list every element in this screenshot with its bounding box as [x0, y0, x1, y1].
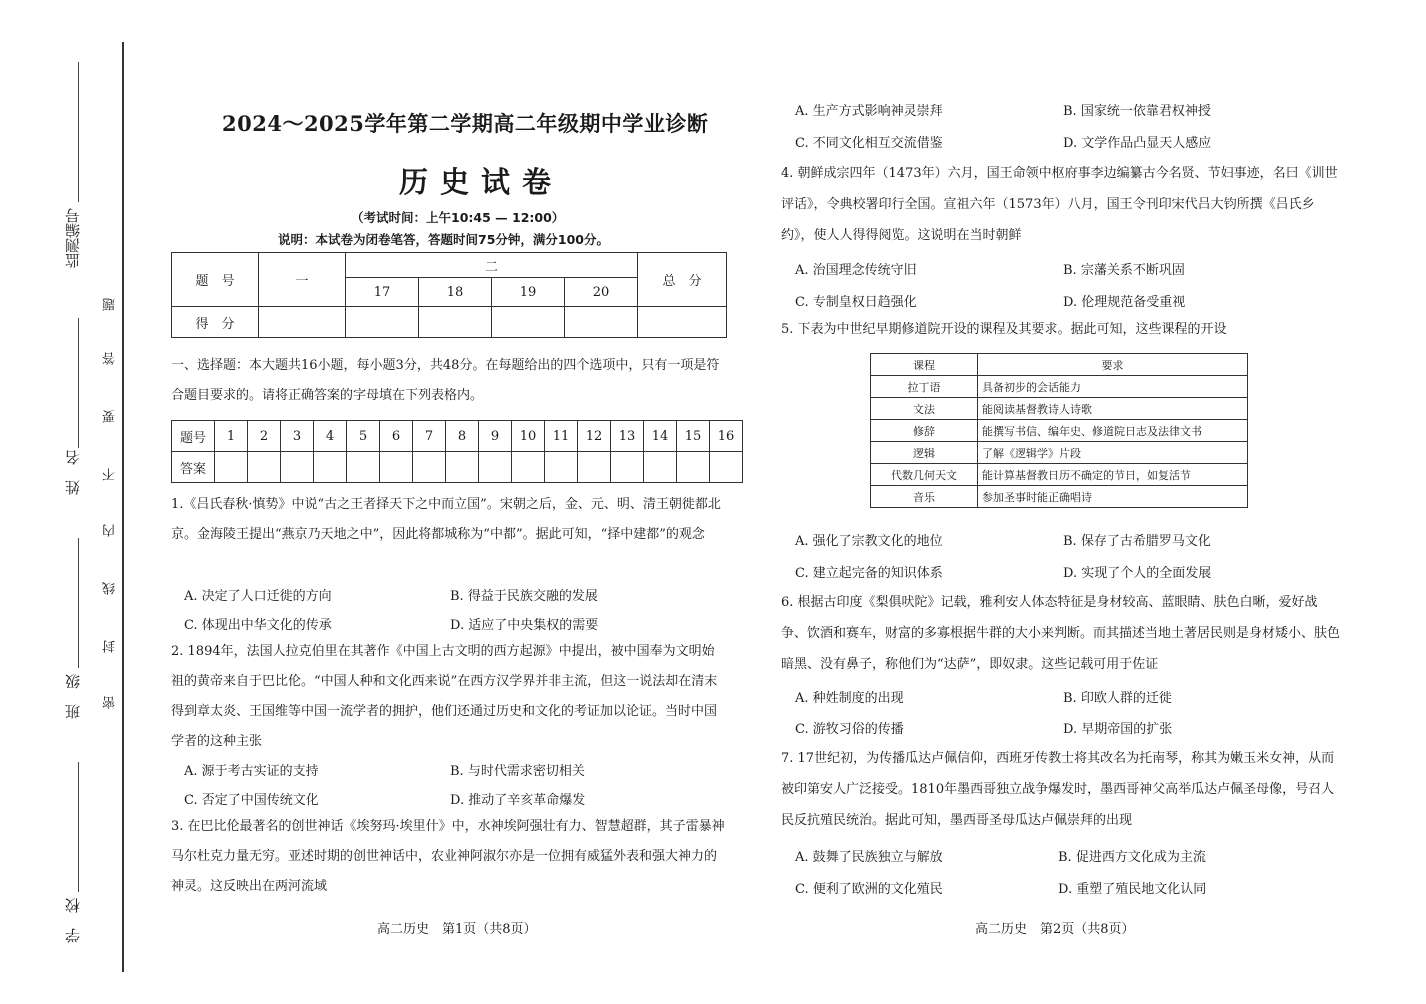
answer-grid-number: 14: [644, 421, 677, 452]
course-name: 拉丁语: [871, 376, 978, 398]
question-6-option-d: D. 早期帝国的扩张: [1063, 722, 1173, 737]
question-7-option-a: A. 鼓舞了民族独立与解放: [795, 850, 943, 865]
question-2-option-c: C. 否定了中国传统文化: [184, 793, 319, 808]
score-col: 17: [346, 278, 419, 307]
question-7-option-b: B. 促进西方文化成为主流: [1058, 850, 1206, 865]
score-cell[interactable]: [638, 307, 727, 338]
footer-right: 高二历史 第2页（共8页）: [975, 922, 1135, 937]
question-7-option-d: D. 重塑了殖民地文化认同: [1058, 882, 1207, 897]
exam-title: 2024～2025学年第二学期高二年级期中学业诊断: [222, 111, 709, 136]
question-7-stem: 7. 17世纪初，为传播瓜达卢佩信仰，西班牙传教士将其改名为托南琴，称其为嫩玉米女神，从而被印第安人广泛接受。1810年墨西哥独立战争爆发时，墨西哥神父高举瓜达卢佩圣母像，号召人民反抗殖民统治。据此可知，墨西哥圣母瓜达卢佩崇拜的出现: [781, 751, 1335, 828]
answer-grid-number: 8: [446, 421, 479, 452]
name-underline: [78, 318, 79, 448]
question-4-stem: 4. 朝鲜成宗四年（1473年）六月，国王命领中枢府事李边编纂古今名贤、节妇事迹，名曰《训世评话》，令典校署印行全国。宣祖六年（1573年）八月，国王令刊印宋代吕大钧所撰《吕氏乡约》，使人人得得阅览。这说明在当时朝鲜: [781, 166, 1338, 243]
question-4-option-a: A. 治国理念传统守旧: [795, 263, 917, 278]
school-underline: [78, 762, 79, 892]
score-table: [171, 252, 727, 338]
class-label: 班 级: [64, 674, 82, 719]
course-name: 文法: [871, 398, 978, 420]
score-cell[interactable]: [565, 307, 638, 338]
score-part-two: 二: [346, 253, 638, 278]
answer-cell[interactable]: [380, 452, 413, 483]
score-part-one: 一: [259, 253, 346, 307]
question-6-option-a: A. 种姓制度的出现: [795, 691, 904, 706]
answer-cell[interactable]: [710, 452, 743, 483]
score-col: 20: [565, 278, 638, 307]
course-header: 课程: [871, 354, 978, 376]
seal-char: 线: [103, 582, 118, 595]
seal-char: 封: [103, 640, 118, 653]
answer-grid-number: 5: [347, 421, 380, 452]
seal-char: 答: [103, 352, 118, 365]
score-total: 总 分: [638, 253, 727, 307]
course-requirement: 具备初步的会话能力: [978, 376, 1248, 398]
answer-grid-number: 6: [380, 421, 413, 452]
course-requirement: 参加圣事时能正确唱诗: [978, 486, 1248, 508]
course-requirement: 了解《逻辑学》片段: [978, 442, 1248, 464]
score-cell[interactable]: [259, 307, 346, 338]
answer-cell[interactable]: [248, 452, 281, 483]
answer-cell[interactable]: [578, 452, 611, 483]
question-2-option-b: B. 与时代需求密切相关: [450, 764, 585, 779]
footer-left: 高二历史 第1页（共8页）: [377, 922, 537, 937]
score-cell[interactable]: [492, 307, 565, 338]
question-1-option-a: A. 决定了人口迁徙的方向: [184, 589, 332, 604]
course-name: 修辞: [871, 420, 978, 442]
subject-title: 历史试卷: [399, 165, 564, 199]
class-underline: [78, 538, 79, 668]
question-4-option-c: C. 专制皇权日趋强化: [795, 295, 917, 310]
answer-grid-number: 13: [611, 421, 644, 452]
question-5-option-b: B. 保存了古希腊罗马文化: [1063, 534, 1211, 549]
id-underline: [78, 62, 79, 202]
answer-grid-number: 2: [248, 421, 281, 452]
answer-cell[interactable]: [215, 452, 248, 483]
question-5-stem: 5. 下表为中世纪早期修道院开设的课程及其要求。据此可知，这些课程的开设: [781, 322, 1227, 337]
answer-grid-number: 16: [710, 421, 743, 452]
answer-cell[interactable]: [644, 452, 677, 483]
question-3-option-b: B. 国家统一依靠君权神授: [1063, 104, 1211, 119]
answer-cell[interactable]: [281, 452, 314, 483]
answer-grid-number: 10: [512, 421, 545, 452]
requirement-header: 要求: [978, 354, 1248, 376]
id-label: 监测编号: [64, 208, 82, 268]
question-2-stem: 2. 1894年，法国人拉克伯里在其著作《中国上古文明的西方起源》中提出，被中国奉为文明始祖的黄帝来自于巴比伦。“中国人种和文化西来说”在西方汉学界并非主流，但这一说法却在清末得到章太炎、王国维等中国一流学者的拥护，他们还通过历史和文化的考证加以论证。当时中国学者的这种主张: [171, 644, 718, 749]
answer-cell[interactable]: [413, 452, 446, 483]
seal-char: 题: [103, 298, 118, 311]
course-requirement: 能阅读基督教诗人诗歌: [978, 398, 1248, 420]
answer-grid-number-label: 题号: [172, 421, 215, 452]
question-5-option-d: D. 实现了个人的全面发展: [1063, 566, 1212, 581]
question-3-option-a: A. 生产方式影响神灵崇拜: [795, 104, 943, 119]
answer-cell[interactable]: [512, 452, 545, 483]
score-row-label: 题 号: [172, 253, 259, 307]
question-4-option-d: D. 伦理规范备受重视: [1063, 295, 1186, 310]
score-col: 18: [419, 278, 492, 307]
question-5-option-c: C. 建立起完备的知识体系: [795, 566, 943, 581]
answer-grid: [171, 420, 743, 483]
answer-cell[interactable]: [611, 452, 644, 483]
answer-grid-number: 7: [413, 421, 446, 452]
question-2-option-a: A. 源于考古实证的支持: [184, 764, 319, 779]
question-7-option-c: C. 便利了欧洲的文化殖民: [795, 882, 943, 897]
course-name: 逻辑: [871, 442, 978, 464]
binding-line: [122, 42, 124, 972]
course-requirement: 能撰写书信、编年史、修道院日志及法律文书: [978, 420, 1248, 442]
question-3-stem: 3. 在巴比伦最著名的创世神话《埃努玛·埃里什》中，水神埃阿强壮有力、智慧超群，其子雷暴神马尔杜克力量无穷。亚述时期的创世神话中，农业神阿淑尔亦是一位拥有威猛外表和强大神力的神灵。这反映出在两河流域: [171, 819, 725, 894]
answer-cell[interactable]: [446, 452, 479, 483]
question-1-option-d: D. 适应了中央集权的需要: [450, 618, 599, 633]
question-1-option-c: C. 体现出中华文化的传承: [184, 618, 332, 633]
question-3-option-c: C. 不同文化相互交流借鉴: [795, 136, 943, 151]
seal-char: 要: [103, 410, 118, 423]
name-label: 姓 名: [64, 450, 82, 495]
question-3-option-d: D. 文学作品凸显天人感应: [1063, 136, 1212, 151]
answer-grid-number: 15: [677, 421, 710, 452]
exam-time: （考试时间：上午10:45 — 12:00）: [351, 210, 565, 225]
answer-grid-number: 12: [578, 421, 611, 452]
score-row2-label: 得 分: [172, 307, 259, 338]
course-name: 代数几何天文: [871, 464, 978, 486]
seal-char: 内: [103, 524, 118, 537]
question-1-option-b: B. 得益于民族交融的发展: [450, 589, 598, 604]
answer-cell[interactable]: [347, 452, 380, 483]
question-4-option-b: B. 宗藩关系不断巩固: [1063, 263, 1185, 278]
answer-grid-number: 9: [479, 421, 512, 452]
question-6-option-c: C. 游牧习俗的传播: [795, 722, 904, 737]
answer-grid-number: 1: [215, 421, 248, 452]
answer-grid-number: 3: [281, 421, 314, 452]
question-6-option-b: B. 印欧人群的迁徙: [1063, 691, 1172, 706]
answer-grid-answer-label: 答案: [172, 452, 215, 483]
question-1-stem: 1.《吕氏春秋·慎势》中说“古之王者择天下之中而立国”。宋朝之后，金、元、明、清王朝徙都北京。金海陵王提出“燕京乃天地之中”，因此将都城称为“中都”。据此可知，“择中建都”的观念: [171, 497, 721, 542]
answer-cell[interactable]: [479, 452, 512, 483]
seal-char: 密: [103, 696, 118, 709]
section-intro: 一、选择题：本大题共16小题，每小题3分，共48分。在每题给出的四个选项中，只有一项是符合题目要求的。请将正确答案的字母填在下列表格内。: [171, 358, 720, 403]
answer-grid-number: 4: [314, 421, 347, 452]
question-2-option-d: D. 推动了辛亥革命爆发: [450, 793, 586, 808]
exam-note: 说明：本试卷为闭卷笔答，答题时间75分钟，满分100分。: [278, 232, 609, 247]
score-cell[interactable]: [346, 307, 419, 338]
answer-cell[interactable]: [677, 452, 710, 483]
question-6-stem: 6. 根据古印度《梨俱吠陀》记载，雅利安人体态特征是身材较高、蓝眼睛、肤色白晰，爱好战争、饮酒和赛车，财富的多寡根据牛群的大小来判断。而其描述当地土著居民则是身材矮小、肤色暗黑、没有鼻子，称他们为“达萨”，即奴隶。这些记载可用于佐证: [781, 595, 1341, 672]
course-requirement: 能计算基督教日历不确定的节日，如复活节: [978, 464, 1248, 486]
score-cell[interactable]: [419, 307, 492, 338]
answer-grid-number: 11: [545, 421, 578, 452]
school-label: 学 校: [64, 898, 82, 943]
answer-cell[interactable]: [314, 452, 347, 483]
seal-char: 不: [103, 468, 118, 481]
course-name: 音乐: [871, 486, 978, 508]
course-table: [870, 353, 1248, 508]
score-col: 19: [492, 278, 565, 307]
answer-cell[interactable]: [545, 452, 578, 483]
question-5-option-a: A. 强化了宗教文化的地位: [795, 534, 943, 549]
